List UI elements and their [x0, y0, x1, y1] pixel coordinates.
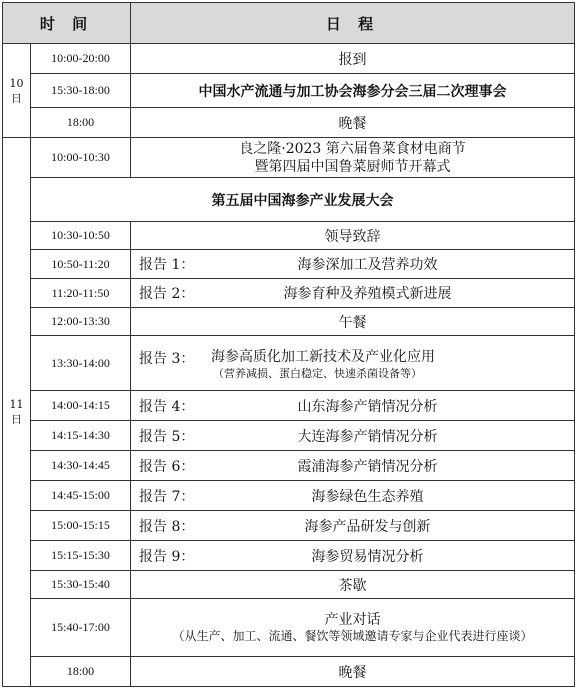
report-note: （营养减损、蛋白稳定、快速杀菌设备等） — [213, 366, 423, 380]
table-row — [3, 44, 575, 74]
report-label: 报告 2： — [139, 286, 195, 302]
report-title: 山东海参产销情况分析 — [297, 398, 438, 415]
day-11-number: 11 — [9, 398, 24, 411]
report-label: 报告 4： — [139, 398, 195, 415]
row-time: 14:30-14:45 — [31, 451, 131, 481]
row-event: 晚餐 — [131, 108, 575, 138]
day-10-label — [3, 44, 31, 138]
report-label: 报告 3： — [139, 350, 195, 367]
report-cell — [131, 481, 575, 511]
report-cell — [131, 421, 575, 451]
row-time: 15:30-18:00 — [31, 74, 131, 108]
conference-title: 第五届中国海参产业发展大会 — [31, 178, 575, 222]
table-row — [3, 481, 575, 511]
row-event: 午餐 — [131, 308, 575, 336]
table-row — [3, 336, 575, 391]
day-10-unit: 日 — [11, 91, 22, 105]
report-label: 报告 7： — [139, 488, 195, 505]
table-row — [3, 250, 575, 279]
table-row — [3, 138, 575, 178]
report-cell — [131, 511, 575, 541]
report-cell — [131, 279, 575, 308]
day-10-number: 10 — [9, 76, 24, 90]
row-event: 领导致辞 — [131, 222, 575, 250]
table-row — [3, 541, 575, 571]
table-row — [3, 599, 575, 657]
row-event: 中国水产流通与加工协会海参分会三届二次理事会 — [131, 74, 575, 108]
report-title: 海参贸易情况分析 — [311, 548, 424, 565]
report-cell — [131, 336, 575, 391]
report-cell — [131, 541, 575, 571]
report-title: 海参绿色生态养殖 — [311, 488, 424, 505]
opening-event — [131, 138, 575, 178]
table-row — [3, 279, 575, 308]
table-row — [3, 308, 575, 336]
report-label: 报告 1： — [139, 257, 195, 273]
row-time: 18:00 — [31, 657, 131, 687]
row-time: 10:00-10:30 — [31, 138, 131, 178]
row-time: 15:15-15:30 — [31, 541, 131, 571]
report-title: 海参育种及养殖模式新进展 — [283, 286, 452, 302]
row-time: 15:30-15:40 — [31, 571, 131, 599]
report-label: 报告 9： — [139, 548, 195, 565]
row-event: 晚餐 — [131, 657, 575, 687]
row-time: 10:50-11:20 — [31, 250, 131, 279]
table-row — [3, 391, 575, 421]
report-title: 海参产品研发与创新 — [304, 518, 431, 535]
table-row — [3, 74, 575, 108]
row-time: 18:00 — [31, 108, 131, 138]
report-title: 霞浦海参产销情况分析 — [297, 458, 438, 475]
report-title: 大连海参产销情况分析 — [297, 428, 438, 445]
report-label: 报告 5： — [139, 428, 195, 445]
dialogue-note: （从生产、加工、流通、餐饮等领域邀请专家与企业代表进行座谈） — [172, 629, 533, 643]
report-label: 报告 6： — [139, 458, 195, 475]
row-time: 14:00-14:15 — [31, 391, 131, 421]
header-schedule: 日 程 — [131, 3, 575, 44]
report-cell — [131, 391, 575, 421]
report-cell — [131, 250, 575, 279]
table-row — [3, 657, 575, 687]
row-time: 10:30-10:50 — [31, 222, 131, 250]
report-label: 报告 8： — [139, 518, 195, 535]
table-row — [3, 571, 575, 599]
table-row — [3, 511, 575, 541]
row-time: 15:40-17:00 — [31, 599, 131, 657]
row-time: 14:45-15:00 — [31, 481, 131, 511]
day-11-unit: 日 — [11, 413, 22, 426]
row-time: 13:30-14:00 — [31, 336, 131, 391]
table-row — [3, 108, 575, 138]
row-time: 12:00-13:30 — [31, 308, 131, 336]
row-time: 11:20-11:50 — [31, 279, 131, 308]
row-time: 14:15-14:30 — [31, 421, 131, 451]
row-time: 15:00-15:15 — [31, 511, 131, 541]
table-row — [3, 451, 575, 481]
header-row — [3, 3, 575, 44]
table-row — [3, 421, 575, 451]
report-cell — [131, 451, 575, 481]
schedule-table — [2, 2, 575, 687]
header-time: 时 间 — [3, 3, 131, 44]
table-row — [3, 178, 575, 222]
day-11-label — [3, 138, 31, 687]
report-title: 海参深加工及营养功效 — [297, 257, 438, 273]
dialogue-title: 产业对话 — [324, 612, 381, 628]
row-event: 报到 — [131, 44, 575, 74]
row-event: 茶歇 — [131, 571, 575, 599]
table-row — [3, 222, 575, 250]
row-time: 10:00-20:00 — [31, 44, 131, 74]
dialogue-cell — [131, 599, 575, 657]
opening-line-1: 良之隆·2023 第六届鲁菜食材电商节 — [239, 140, 466, 157]
opening-line-2: 暨第四届中国鲁菜厨师节开幕式 — [254, 158, 451, 175]
report-title: 海参高质化加工新技术及产业化应用 — [211, 348, 436, 365]
